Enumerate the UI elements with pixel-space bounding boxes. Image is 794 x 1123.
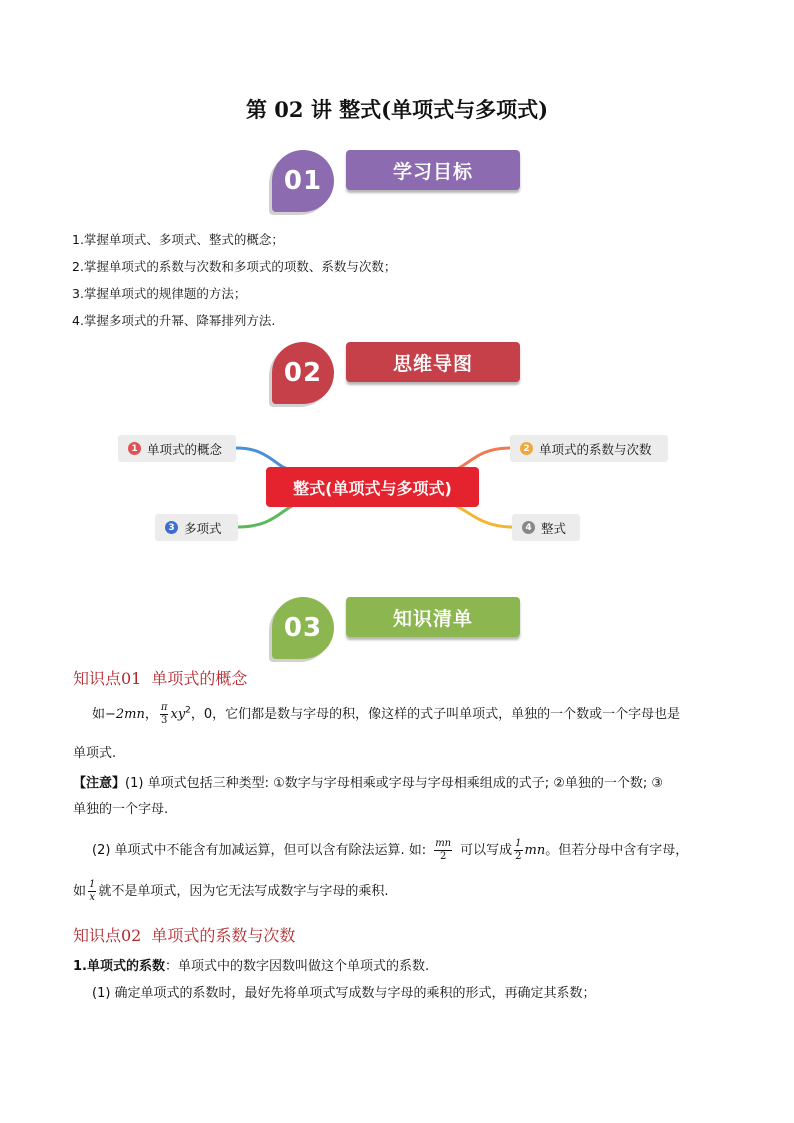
text: 就不是单项式，因为它无法写成数字与字母的乘积.: [98, 884, 389, 899]
node-label: 多项式: [184, 520, 222, 536]
text: 可以写成: [460, 843, 513, 858]
kp-number: 知识点02: [73, 926, 142, 945]
numerator: 1: [515, 838, 522, 849]
kp-number: 知识点01: [73, 669, 142, 688]
node-number-badge: 3: [165, 521, 178, 534]
knowledge-point-heading: [73, 666, 247, 689]
denominator: 3: [161, 715, 168, 726]
fraction: [434, 838, 452, 863]
mindmap-node-2: [510, 435, 668, 462]
kp-title: 单项式的系数与次数: [151, 926, 296, 945]
node-number-badge: 1: [128, 442, 141, 455]
kp1-note-1: [73, 777, 663, 790]
connector-3: [238, 506, 292, 527]
exponent: 2: [185, 705, 191, 716]
text: 如: [73, 884, 87, 899]
text: ，0，它们都是数与字母的积，像这样的式子叫单项式，单独的一个数或一个字母也是: [190, 707, 681, 722]
kp1-note-1-cont: 单独的一个字母.: [73, 802, 169, 817]
kp1-paragraph-1-cont: 单项式.: [73, 746, 117, 761]
text: 如: [92, 707, 106, 722]
fraction: [88, 879, 96, 904]
node-label: 整式: [541, 520, 567, 536]
note-label: 【注意】: [73, 776, 126, 791]
numerator: 1: [89, 879, 96, 890]
kp1-paragraph-1: [92, 702, 680, 727]
goal-item: 4.掌握多项式的升幂、降幂排列方法.: [72, 313, 276, 328]
fraction: [514, 838, 522, 863]
math-expr: xy: [170, 707, 186, 722]
section-number-badge: 03: [272, 597, 334, 659]
section-number-badge: 02: [272, 342, 334, 404]
term-label: 1.单项式的系数: [73, 959, 165, 974]
knowledge-point-heading: [73, 923, 295, 946]
denominator: x: [89, 892, 96, 903]
numerator: π: [160, 702, 168, 713]
fraction: [160, 702, 169, 727]
page-title: 第 02 讲 整式(单项式与多项式): [245, 97, 549, 122]
text: ：单项式中的数字因数叫做这个单项式的系数.: [164, 959, 430, 974]
section-number-badge: 01: [272, 150, 334, 212]
goal-item: 2.掌握单项式的系数与次数和多项式的项数、系数与次数；: [72, 259, 397, 274]
node-number-badge: 4: [522, 521, 535, 534]
section-label: 学习目标: [346, 150, 520, 190]
math-expr: mn: [524, 843, 546, 858]
kp-title: 单项式的概念: [151, 669, 248, 688]
section-label: 思维导图: [346, 342, 520, 382]
node-label: 单项式的概念: [147, 441, 223, 457]
math-expr: −2mn: [105, 707, 145, 722]
kp2-paragraph-1: [73, 960, 429, 973]
kp1-note-3: [73, 879, 389, 904]
node-number-badge: 2: [520, 442, 533, 455]
text: 。但若分母中含有字母，: [545, 843, 689, 858]
kp2-paragraph-2: (1) 确定单项式的系数时，最好先将单项式写成数与字母的乘积的形式，再确定其系数；: [92, 986, 596, 1001]
text: (2) 单项式中不能含有加减运算，但可以含有除法运算. 如:: [92, 843, 427, 858]
numerator: mn: [435, 838, 452, 849]
goal-item: 3.掌握单项式的规律题的方法；: [72, 286, 247, 301]
section-banner-knowledge: [272, 597, 572, 667]
kp1-note-2: [92, 838, 688, 863]
mindmap-node-3: [155, 514, 238, 541]
section-label: 知识清单: [346, 597, 520, 637]
denominator: 2: [439, 851, 447, 862]
denominator: 2: [515, 851, 522, 862]
mindmap-node-4: [512, 514, 580, 541]
mindmap-center-node: 整式(单项式与多项式): [266, 467, 479, 507]
text: ，: [144, 707, 158, 722]
connector-4: [456, 506, 512, 527]
node-label: 单项式的系数与次数: [539, 441, 652, 457]
mindmap-node-1: [118, 435, 236, 462]
goal-item: 1.掌握单项式、多项式、整式的概念；: [72, 232, 284, 247]
text: (1) 单项式包括三种类型: ①数字与字母相乘或字母与字母相乘组成的式子; ②单独的一个数; ③: [125, 776, 664, 791]
